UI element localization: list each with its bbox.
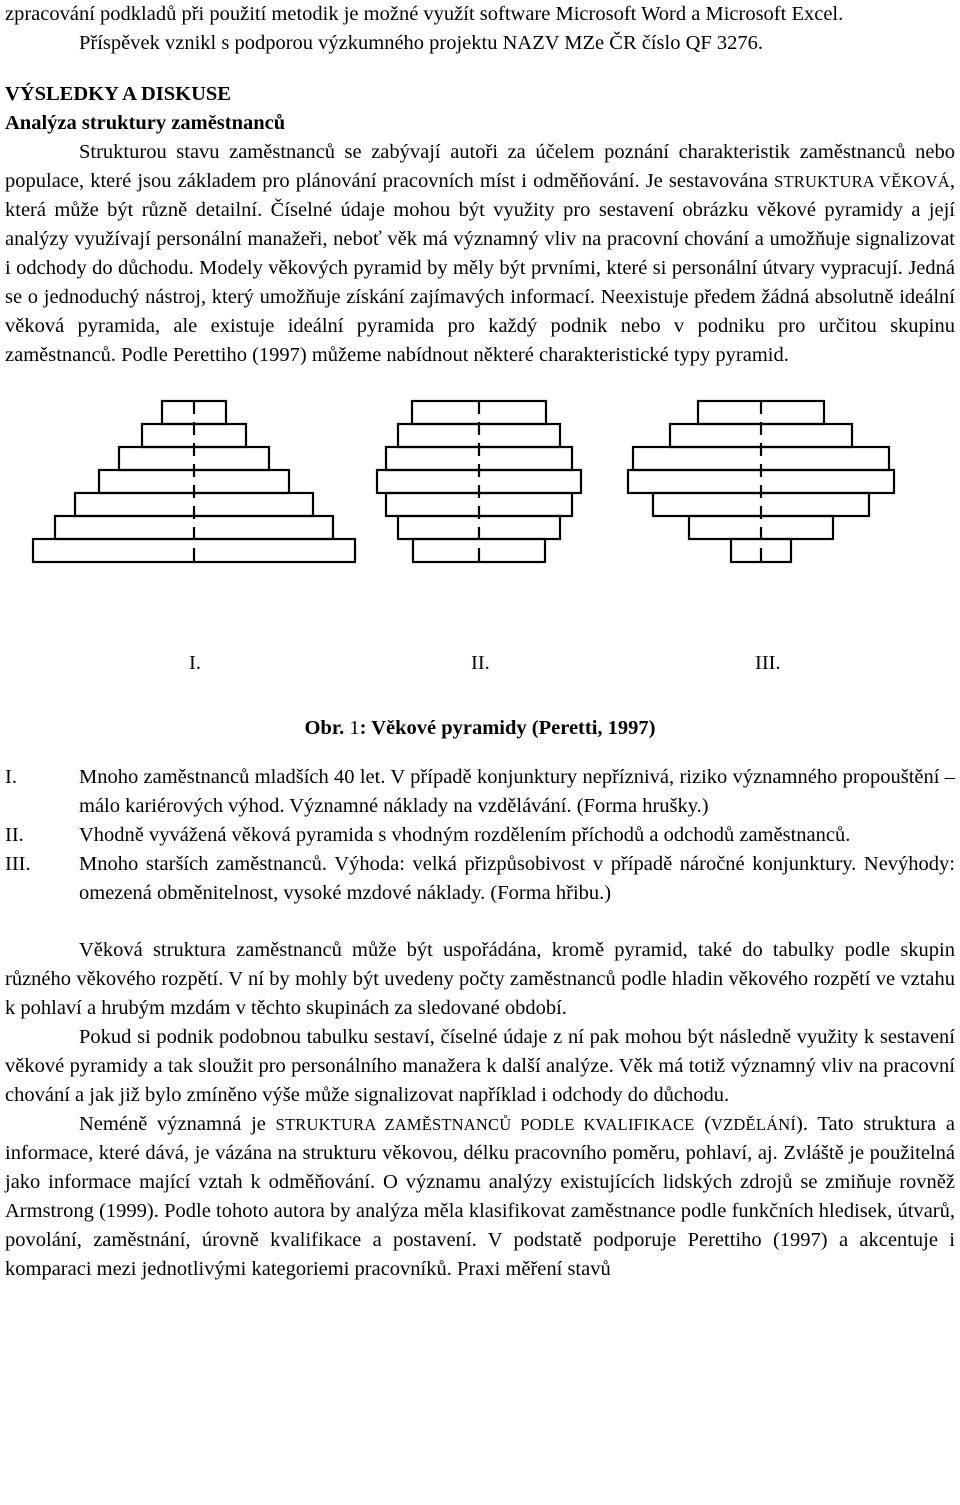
pyramid-label-2: II.: [471, 652, 490, 674]
small-caps-term: STRUKTURA ZAMĚSTNANCŮ PODLE KVALIFIKACE: [275, 1115, 695, 1134]
pyramid-types-list: [5, 763, 955, 908]
figure-caption: Obr. 1: Věkové pyramidy (Peretti, 1997): [304, 717, 656, 739]
pyramid-label-1: I.: [189, 652, 201, 674]
paragraph-table-use: Pokud si podnik podobnou tabulku sestaví, číselné údaje z ní pak mohou být následně využity k sestavení věkové pyramidy a tak sloužit pro personálního manažera k další analýze. Věk má totiž významný vliv na pracovní chování a jak již bylo zmíněno výše může signalizovat například i odchody do důchodu.: [5, 1026, 955, 1106]
paragraph-age-structure: Strukturou stavu zaměstnanců se zabývají autoři za účelem poznání charakteristik zaměstnanců nebo populace, které jsou základem pro plánování pracovních míst i odměňování. Je sestavována STRUKTURA VĚKOVÁ, která může být různě detailní. Číselné údaje mohou být využity pro sestavení obrázku věkové pyramidy a její analýzy využívají personální manažeři, neboť věk má významný vliv na pracovní chování a umožňuje signalizovat i odchody do důchodu. Modely věkových pyramid by měly být prvními, které si personální útvary vypracují. Jedná se o jednoduchý nástroj, který umožňuje získání zajímavých informací. Neexistuje předem žádná absolutně ideální věková pyramida, ale existuje ideální pyramida pro každý podnik nebo v podniku pro určitou skupinu zaměstnanců. Podle Perettiho (1997) můžeme nabídnout některé charakteristické typy pyramid.: [5, 141, 955, 366]
pyramid-2: [377, 401, 581, 563]
pyramid-label-3: III.: [755, 652, 781, 674]
document-page: [5, 0, 955, 1284]
pyramid-1: [33, 401, 355, 563]
paragraph-qualification: Neméně významná je STRUKTURA ZAMĚSTNANCŮ PODLE KVALIFIKACE (VZDĚLÁNÍ). Tato struktura a informace, které dává, je vázána na strukturu věkovou, délku pracovního poměru, pohlaví, aj. Zvláště je použitelná jako informace mající vztah k odměňování. O významu analýzy existujících lidských zdrojů se zmiňuje rovněž Armstrong (1999). Podle tohoto autora by analýza měla klasifikovat zaměstnance podle funkčních hledisek, útvarů, povolání, zaměstnání, úrovně kvalifikace a postavení. V podstatě podporuje Perettiho (1997) a akcentuje i komparaci mezi jednotlivými kategoriemi pracovníků. Praxi měření stavů: [5, 1113, 956, 1280]
list-item: I. Mnoho zaměstnanců mladších 40 let. V případě konjunktury nepříznivá, riziko významného propouštění – málo kariérových výhod. Významné náklady na vzdělávání. (Forma hrušky.): [5, 766, 955, 817]
list-item: III. Mnoho starších zaměstnanců. Výhoda: velká přizpůsobivost v případě náročné konjunktury. Nevýhody: omezená obměnitelnost, vysoké mzdové náklady. (Forma hřibu.): [5, 853, 955, 904]
subsection-heading: Analýza struktury zaměstnanců: [5, 112, 286, 134]
intro-text: zpracování podkladů při použití metodik je možné využít software Microsoft Word a Microsoft Excel.: [5, 3, 844, 25]
pyramid-3: [628, 401, 894, 563]
age-pyramids-figure: [5, 392, 955, 708]
paragraph-age-table: Věková struktura zaměstnanců může být uspořádána, kromě pyramid, také do tabulky podle skupin různého věkového rozpětí. V ní by mohly být uvedeny počty zaměstnanců podle hladin věkového rozpětí ve vztahu k pohlaví a hrubým mzdám v těchto skupinách za sledované období.: [5, 939, 955, 1019]
section-heading: VÝSLEDKY A DISKUSE: [5, 83, 231, 105]
acknowledgement-text: Příspěvek vznikl s podporou výzkumného projektu NAZV MZe ČR číslo QF 3276.: [79, 32, 764, 54]
small-caps-term: VZDĚLÁNÍ: [711, 1115, 797, 1134]
small-caps-term: STRUKTURA VĚKOVÁ: [774, 172, 950, 191]
list-item: II. Vhodně vyvážená věková pyramida s vhodným rozdělením příchodů a odchodů zaměstnanců.: [5, 824, 851, 846]
